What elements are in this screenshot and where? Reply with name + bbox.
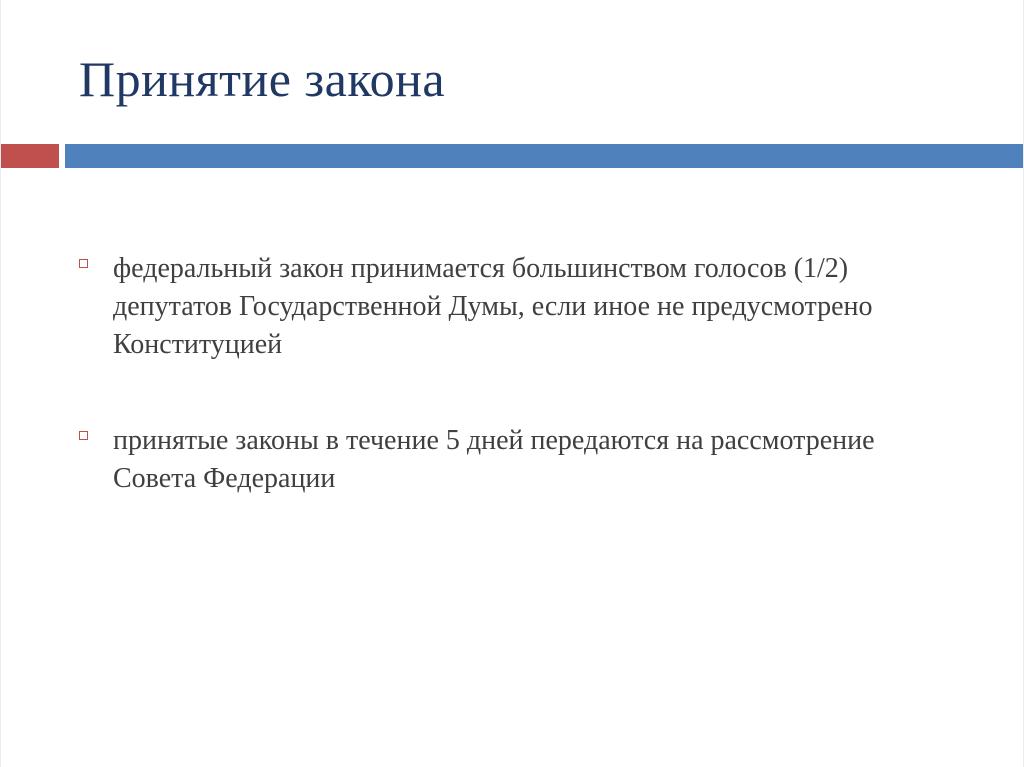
bullet-text: принятые законы в течение 5 дней передаются на рассмотрение Совета Федерации bbox=[113, 425, 875, 494]
slide-title: Принятие закона bbox=[79, 51, 446, 107]
list-item bbox=[79, 422, 939, 498]
list-item bbox=[79, 250, 939, 364]
hollow-square-bullet-icon bbox=[79, 431, 88, 440]
title-divider-blue-bar bbox=[65, 144, 1024, 168]
title-divider-red-bar bbox=[1, 144, 59, 168]
bullet-list bbox=[79, 250, 939, 556]
hollow-square-bullet-icon bbox=[79, 259, 88, 268]
bullet-text: федеральный закон принимается большинством голосов (1/2) депутатов Государственной Думы, если иное не предусмотрено Конституцией bbox=[113, 253, 873, 360]
